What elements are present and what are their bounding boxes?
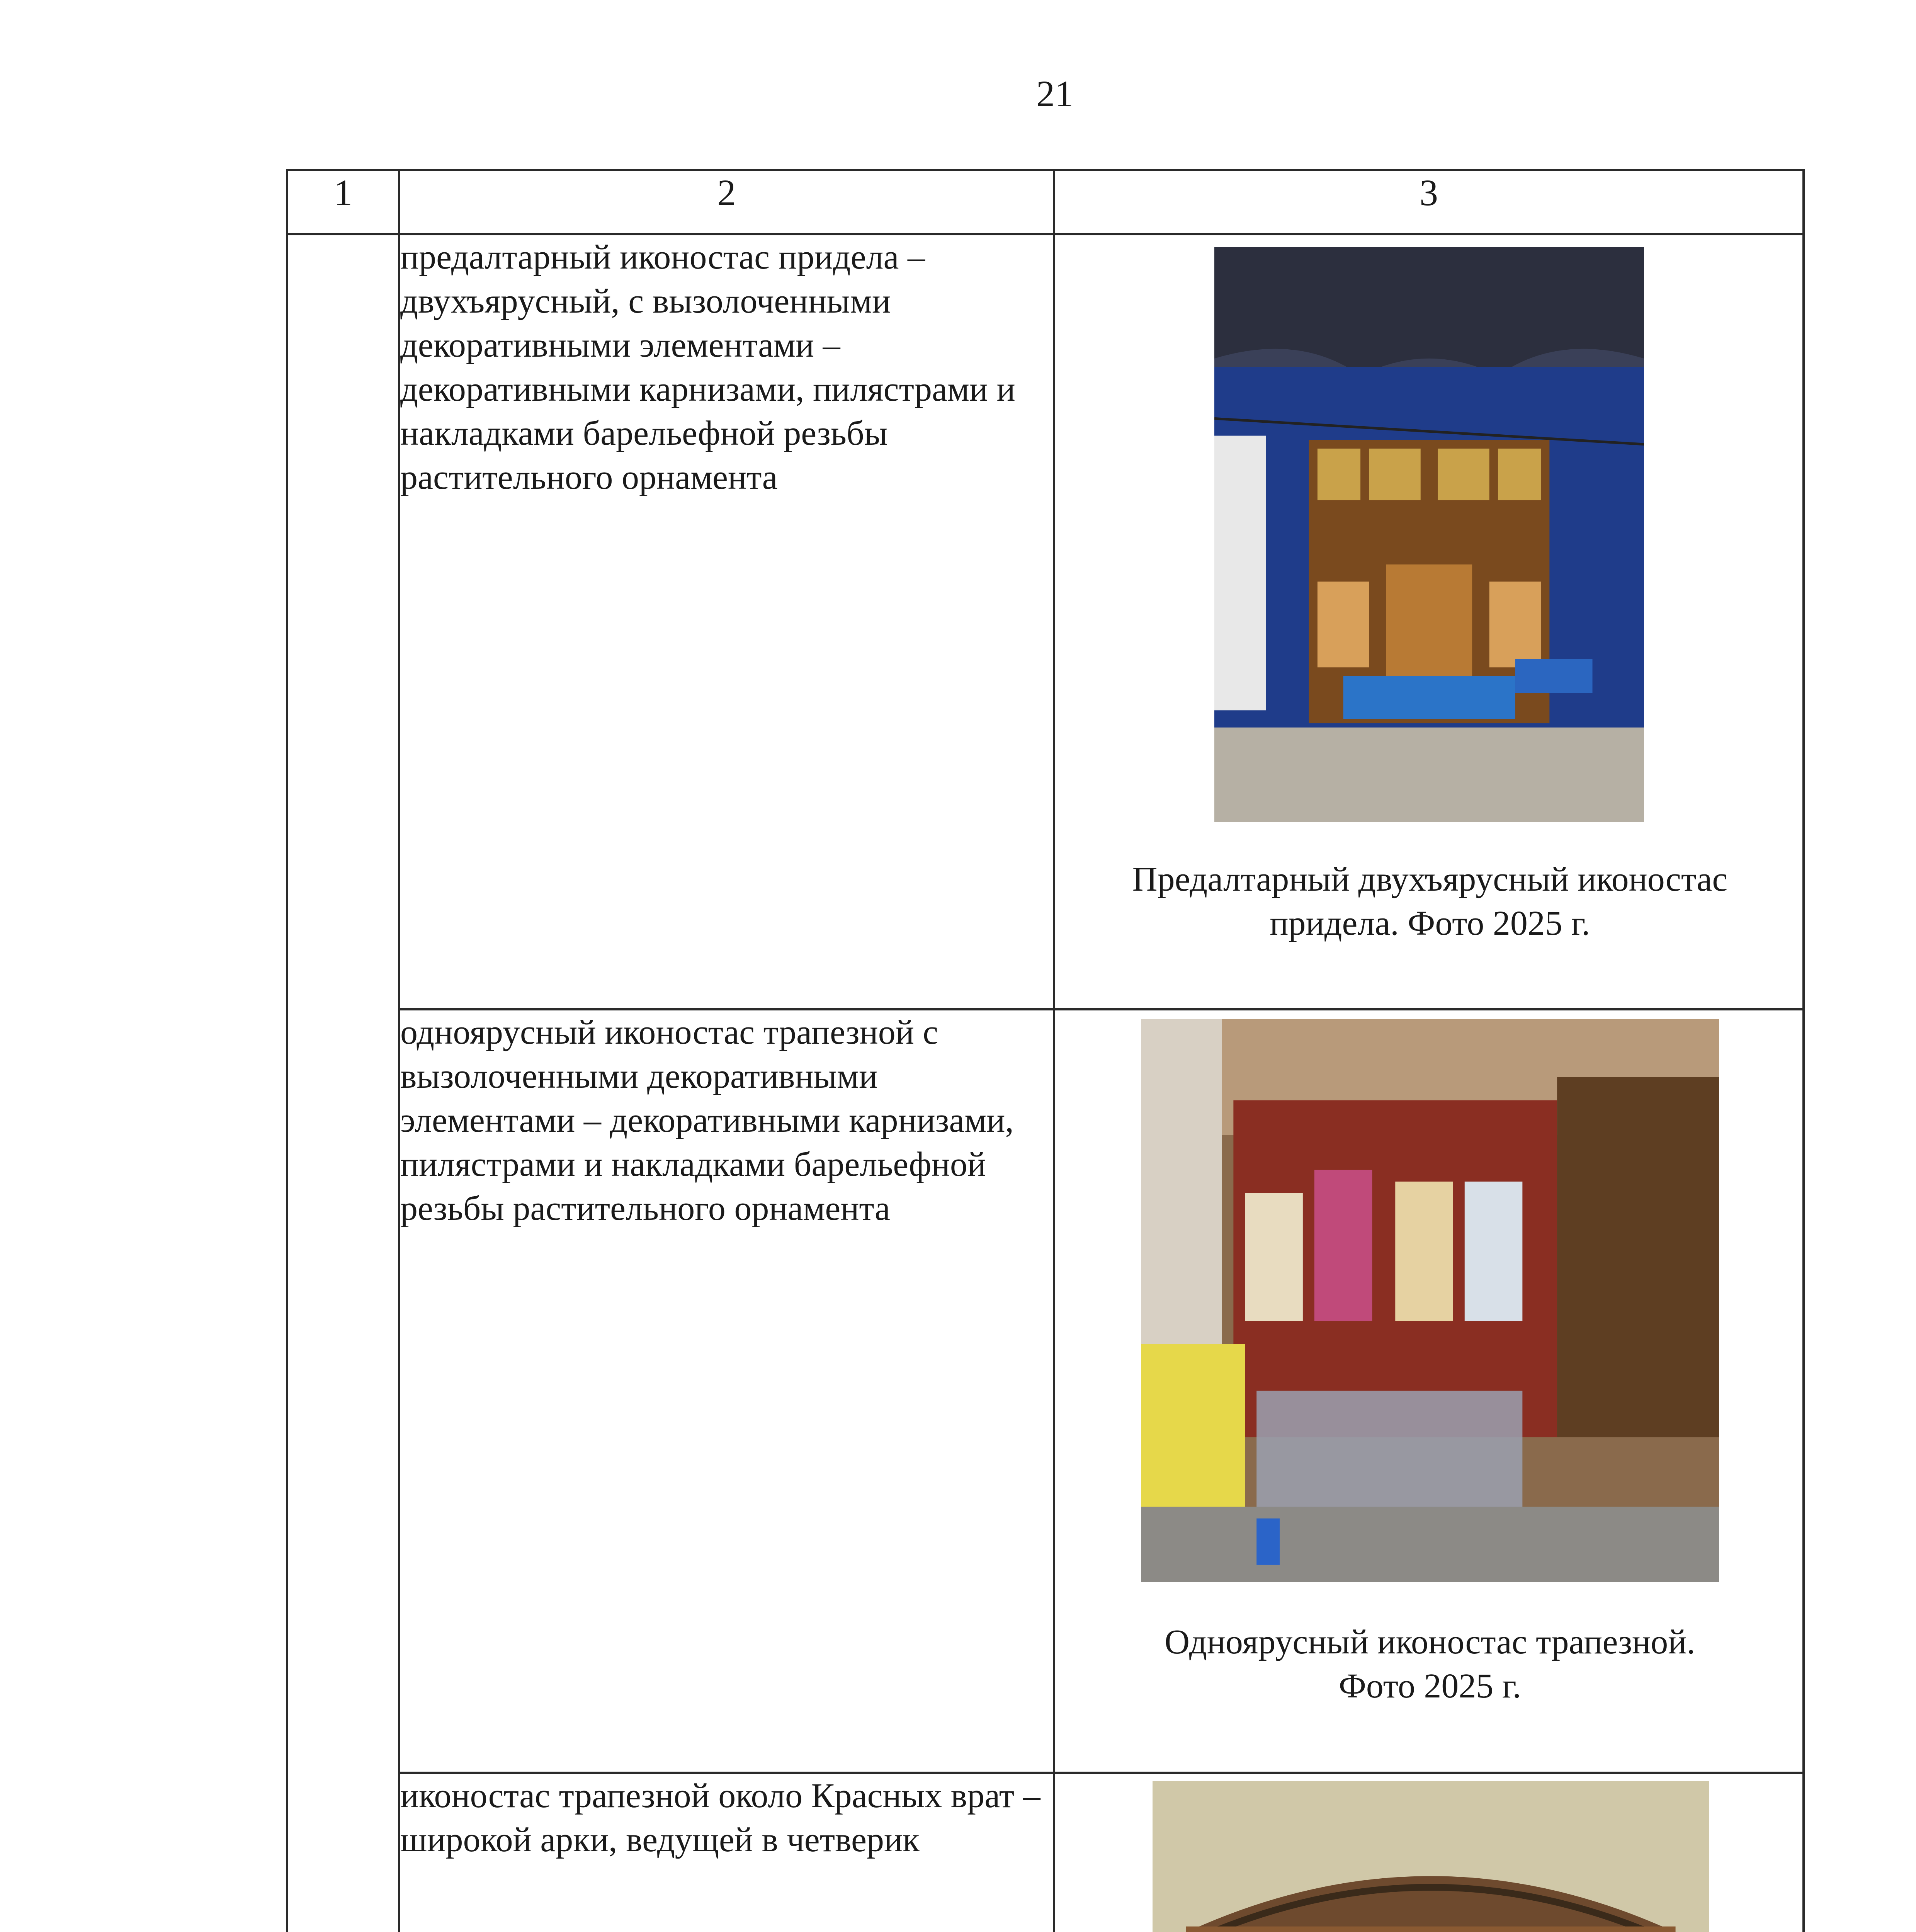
iconostasis-photo bbox=[1153, 1781, 1709, 1932]
photo-cell bbox=[1054, 1773, 1804, 1932]
page-number: 21 bbox=[1036, 73, 1073, 114]
photo-caption-line-1: Предалтарный двухъярусный иконостас bbox=[1132, 860, 1728, 898]
photo-caption-line-2: придела. Фото 2025 г. bbox=[1270, 904, 1590, 942]
table-header-row bbox=[287, 170, 1804, 234]
description-cell: иконостас трапезной около Красных врат – широкой арки, ведущей в четверик bbox=[399, 1773, 1054, 1932]
header-cell-2: 2 bbox=[399, 170, 1054, 234]
description-cell: одноярусный иконостас трапезной с вызолоченными декоративными элементами – декоративными карнизами, пилястрами и накладками барельефной резьбы растительного орнамента bbox=[399, 1009, 1054, 1773]
photo-cell bbox=[1054, 234, 1804, 1009]
photo-caption-line-1: Одноярусный иконостас трапезной. bbox=[1165, 1623, 1695, 1661]
iconostasis-photo bbox=[1214, 247, 1644, 822]
table-row bbox=[287, 234, 1804, 1009]
description-cell: предалтарный иконостас придела – двухъярусный, с вызолоченными декоративными элементами – декоративными карнизами, пилястрами и накладками барельефной резьбы растительного орнамента bbox=[399, 234, 1054, 1009]
document-table bbox=[286, 169, 1805, 1932]
photo-caption-line-2: Фото 2025 г. bbox=[1338, 1667, 1522, 1705]
table-row bbox=[287, 1009, 1804, 1773]
iconostasis-photo bbox=[1141, 1019, 1719, 1582]
table-row bbox=[287, 1773, 1804, 1932]
photo-cell bbox=[1054, 1009, 1804, 1773]
row-number-cell bbox=[287, 234, 399, 1932]
header-cell-3: 3 bbox=[1054, 170, 1804, 234]
header-cell-1: 1 bbox=[287, 170, 399, 234]
